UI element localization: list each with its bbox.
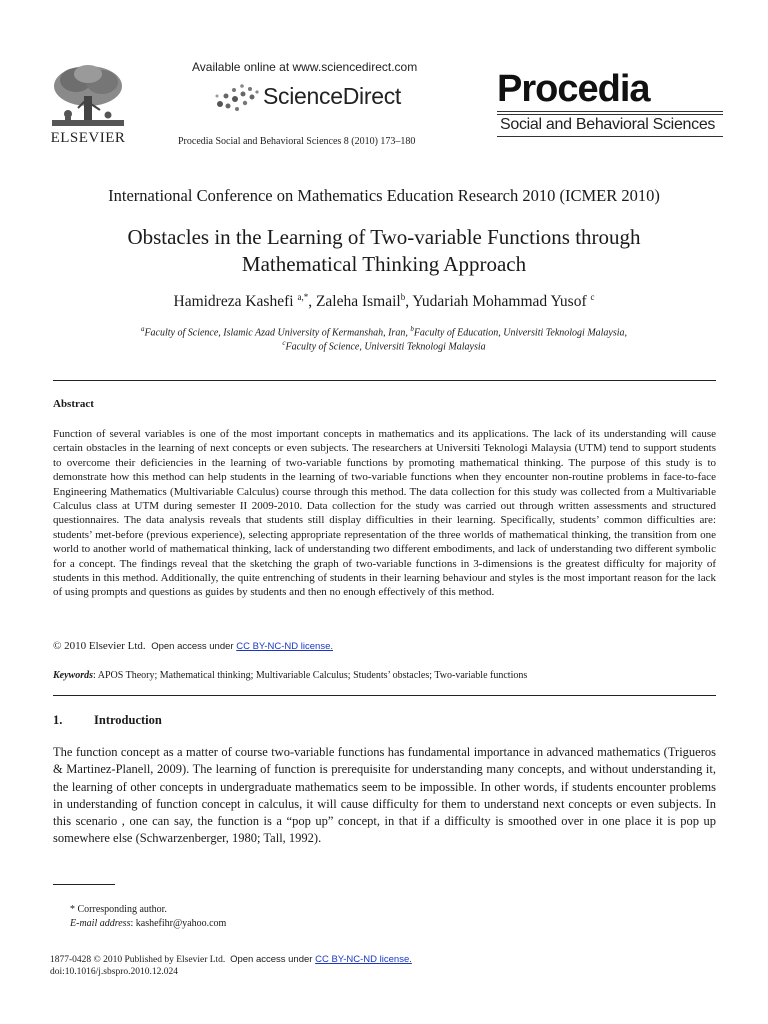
elsevier-tree-icon: [48, 62, 128, 130]
paper-title-line: Mathematical Thinking Approach: [241, 252, 527, 276]
email-footnote: [70, 918, 226, 929]
doi[interactable]: doi:10.1016/j.sbspro.2010.12.024: [50, 967, 178, 977]
email-address[interactable]: kashefihr@yahoo.com: [135, 918, 227, 929]
author-name: Zaleha Ismail: [315, 293, 401, 311]
author-name: Hamidreza Kashefi: [173, 293, 298, 311]
available-online-text: Available online at www.sciencedirect.com: [192, 60, 418, 74]
copyright-line: [53, 640, 333, 652]
section-title: Introduction: [94, 713, 162, 727]
abstract-heading: Abstract: [53, 398, 94, 410]
sciencedirect-dots-icon: [214, 82, 262, 112]
issn-text: 1877-0428 © 2010 Published by Elsevier Ltd.: [50, 955, 226, 965]
email-label: E-mail address: [70, 918, 131, 929]
author-affiliation-mark: b: [400, 292, 406, 302]
paper-title-line: Obstacles in the Learning of Two-variable Functions through: [127, 225, 641, 249]
paper-title: [60, 224, 708, 278]
affiliation-line: [0, 339, 768, 352]
conference-name: International Conference on Mathematics Education Research 2010 (ICMER 2010): [108, 186, 660, 205]
keywords-label: Keywords: [53, 670, 93, 681]
affiliation-text: Faculty of Science, Universiti Teknologi Malaysia: [285, 341, 486, 353]
procedia-rule: [497, 111, 723, 112]
keywords-text: APOS Theory; Mathematical thinking; Multivariable Calculus; Students’ obstacles; Two-variable functions: [97, 670, 528, 681]
author-separator: ,: [308, 293, 316, 311]
license-link[interactable]: CC BY-NC-ND license.: [236, 641, 333, 652]
author-separator: ,: [405, 293, 413, 311]
author-list: [0, 292, 768, 311]
license-link[interactable]: CC BY-NC-ND license.: [315, 954, 412, 965]
affiliation-mark: b: [410, 325, 414, 333]
procedia-rule: [497, 136, 723, 137]
affiliation-mark: c: [282, 339, 286, 347]
sciencedirect-wordmark: ScienceDirect: [263, 83, 401, 109]
email-colon: :: [130, 918, 136, 929]
section-divider: [53, 695, 716, 696]
elsevier-logo: [40, 62, 136, 148]
author-affiliation-mark: c: [590, 292, 595, 302]
introduction-text: The function concept as a matter of course two-variable functions has fundamental importance in advanced mathematics (Trigueros & Martinez-Planell, 2009). The learning of function is prerequisite for understanding many concepts, and without understanding it, the learning of other concepts in undergraduate mathematics seem to be impossible. In other words, if students encounter problems in understanding of function concept in calculus, it will cause difficulty for them to understand next concepts or even subjects. In this scenario , one can say, the function is a “pop up” concept, in that if a difficulty is smoothed over in one place it is pop up somewhere else (Schwarzenberger, 1980; Tall, 1992).: [53, 745, 716, 846]
corresponding-author-note: * Corresponding author.: [70, 904, 167, 915]
journal-header: [0, 0, 768, 160]
sciencedirect-logo: [214, 80, 424, 114]
procedia-subtitle: Social and Behavioral Sciences: [500, 116, 716, 133]
affiliation-mark: a: [140, 325, 145, 333]
section-number: 1.: [53, 713, 63, 727]
author-affiliation-mark: a,*: [297, 292, 309, 302]
footnote-rule: [53, 884, 115, 885]
affiliation-text: Faculty of Science, Islamic Azad University of Kermanshah, Iran,: [144, 327, 411, 339]
publisher-name: ELSEVIER: [50, 130, 126, 146]
affiliation-text: Faculty of Education, Universiti Teknologi Malaysia,: [413, 327, 628, 339]
issn-line: [50, 954, 412, 965]
author-name: Yudariah Mohammad Yusof: [412, 293, 591, 311]
procedia-rule: [497, 114, 723, 115]
journal-citation: Procedia Social and Behavioral Sciences 8 (2010) 173–180: [178, 136, 416, 147]
abstract-text: Function of several variables is one of the most important concepts in mathematics and its applications. The lack of its understanding will cause certain obstacles in the learning of next concepts or even subjects. The researchers at Universiti Teknologi Malaysia (UTM) tend to support students to overcome their deficiencies in the learning of two-variable functions by promoting mathematical thinking. The purpose of this study is to demonstrate how this method can help students in the learning of two-variable functions when they encounter non-routine problems in face-to-face Engineering Mathematics (Multivariable Calculus) course through this method. The data collection for this study was collected from a Multivariable Calculus class at UTM during semester II 2009-2010. Data collection for the study was carried out through written assessments and structured questionnaires. The data analysis reveals that students still display difficulties in their learning. Specifically, students’ common difficulties are: students’ met-before (previous experience), selecting appropriate representation of the three worlds of mathematical thinking, the transition from one world to another world of mathematical thinking, lack of understanding two different embodiments, and lack of understanding two different symbolic for a concept. The findings reveal that the sketching the graph of two-variable functions in 3-dimensions is the greatest difficulty for majority of students in this method. Additionally, the quite entrenching of students in their learning behaviour and styles is the most important reason for the lack of using prompts and questions as guides by students and then no enough effectively of this method.: [53, 428, 716, 599]
open-access-note: Open access under: [230, 954, 316, 965]
keywords-line: [53, 670, 527, 681]
keywords-colon: :: [93, 670, 98, 681]
procedia-wordmark: Procedia: [497, 68, 650, 110]
open-access-note: Open access under: [151, 641, 237, 652]
section-divider: [53, 380, 716, 381]
section-heading: [53, 713, 162, 728]
copyright-text: © 2010 Elsevier Ltd.: [53, 640, 146, 652]
affiliation-line: [0, 325, 768, 338]
